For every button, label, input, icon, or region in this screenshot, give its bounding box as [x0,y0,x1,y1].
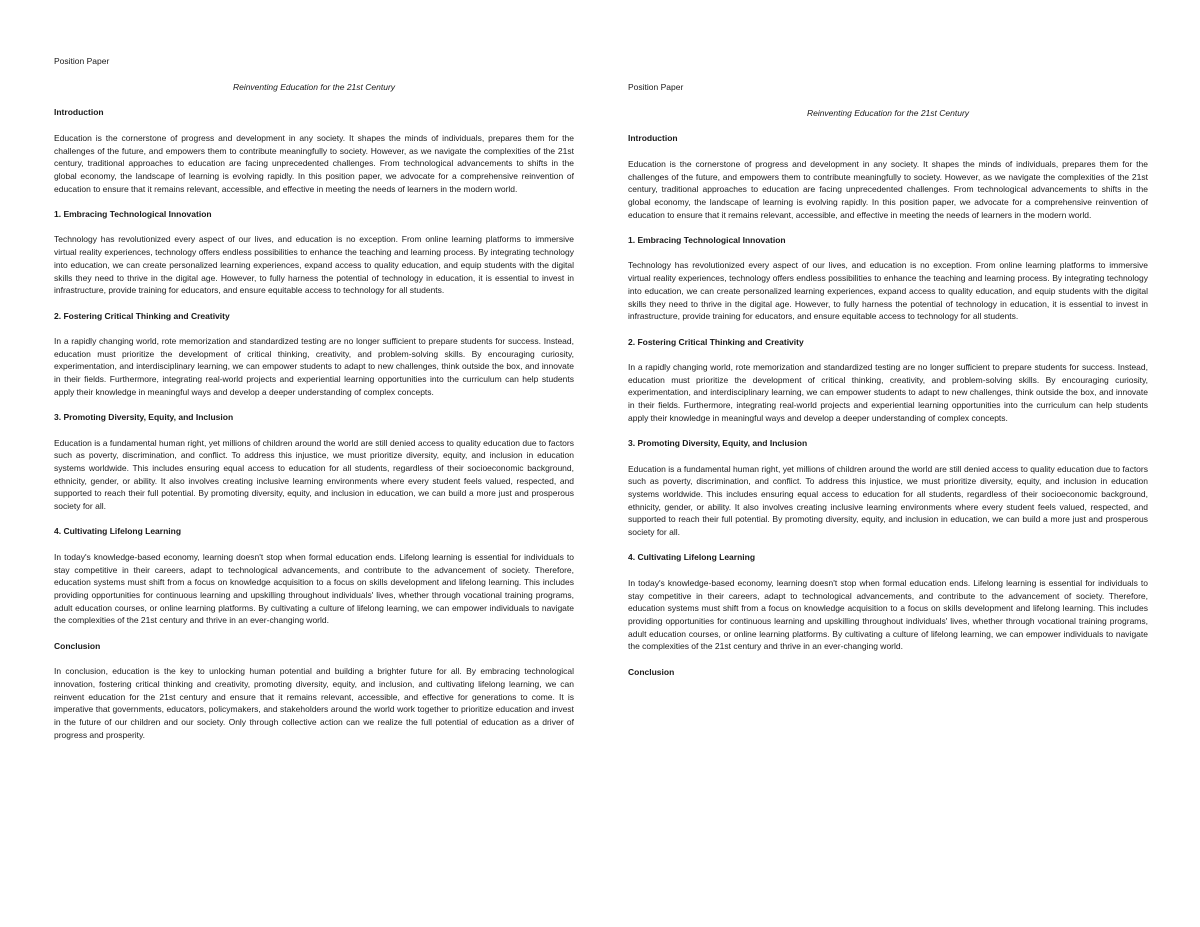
document-label: Position Paper [54,56,110,66]
section-body-technology: Technology has revolutionized every aspect of our lives, and education is no exception. From online learning platforms to immersive virtual reality experiences, technology offers endless possibilities to enhance the teaching and learning process. By integrating technology into education, we can create personalized learning experiences, expand access to quality education, and equip students with the digital skills they need to thrive in the digital age. However, to fully harness the potential of technology in education, it is essential to invest in infrastructure, provide training for educators, and ensure equitable access to technology for all students. [628,260,1148,322]
section-heading-lifelong-learning: 4. Cultivating Lifelong Learning [54,526,182,537]
section-heading-technology: 1. Embracing Technological Innovation [628,235,786,245]
section-body-technology: Technology has revolutionized every aspect of our lives, and education is no exception. From online learning platforms to immersive virtual reality experiences, technology offers endless possibilities to enhance the teaching and learning process. By integrating technology into education, we can create personalized learning experiences, expand access to quality education, and equip students with the digital skills they need to thrive in the digital age. However, to fully harness the potential of technology in education, it is essential to invest in infrastructure, provide training for educators, and ensure equitable access to technology for all students. [54,234,574,296]
section-body-conclusion: In conclusion, education is the key to unlocking human potential and building a brighter future for all. By embracing technological innovation, fostering critical thinking and creativity, promoting diversity, equity, and inclusion, and cultivating lifelong learning, we can reinvent education for the 21st century and ensure that it remains relevant, accessible, and effective for generations to come. It is imperative that governments, educators, policymakers, and stakeholders around the world work together to prioritize education and invest in the future of our children and our society. Only through collective action can we realize the full potential of education as a driver of progress and prosperity. [54,666,574,740]
document-title: Reinventing Education for the 21st Century [232,81,396,92]
section-heading-introduction: Introduction [628,133,678,144]
section-heading-critical-thinking: 2. Fostering Critical Thinking and Creativity [54,310,230,321]
document-title: Reinventing Education for the 21st Century [806,107,970,118]
section-heading-technology: 1. Embracing Technological Innovation [54,209,212,219]
section-heading-critical-thinking: 2. Fostering Critical Thinking and Creativity [628,336,804,347]
section-body-introduction: Education is the cornerstone of progress and development in any society. It shapes the minds of individuals, prepares them for the challenges of the future, and empowers them to contribute meaningfully to society. However, as we navigate the complexities of the 21st century, traditional approaches to education are facing unprecedented challenges. From technological advancements to shifts in the global economy, the landscape of learning is evolving rapidly. In this position paper, we advocate for a comprehensive reinvention of education to ensure that it remains relevant, accessible, and effective in meeting the needs of learners in the modern world. [54,132,574,194]
section-body-diversity: Education is a fundamental human right, yet millions of children around the world are still denied access to quality education due to factors such as poverty, discrimination, and conflict. To address this injustice, we must prioritize diversity, equity, and inclusion in education systems worldwide. This includes ensuring equal access to education for all students, regardless of their socioeconomic background, ethnicity, gender, or ability. It also involves creating inclusive learning environments where every student feels valued, respected, and supported to reach their full potential. By promoting diversity, equity, and inclusion in education, we can build a more just and prosperous society for all. [628,463,1148,538]
section-body-lifelong-learning: In today's knowledge-based economy, learning doesn't stop when formal education ends. Lifelong learning is essential for individuals to stay competitive in their careers, adapt to technological advancements, and contribute to the advancement of society. Therefore, education systems must shift from a focus on knowledge acquisition to a focus on skills development and lifelong learning. This includes providing opportunities for continuous learning and upskilling throughout individuals' lives, whether through vocational training programs, adult education courses, or online learning platforms. By cultivating a culture of lifelong learning, we can empower individuals to navigate the complexities of the 21st century and thrive in an ever-changing world. [628,577,1148,652]
section-body-lifelong-learning: In today's knowledge-based economy, learning doesn't stop when formal education ends. Lifelong learning is essential for individuals to stay competitive in their careers, adapt to technological advancements, and contribute to the advancement of society. Therefore, education systems must shift from a focus on knowledge acquisition to a focus on skills development and lifelong learning. This includes providing opportunities for continuous learning and upskilling throughout individuals' lives, whether through vocational training programs, adult education courses, or online learning platforms. By cultivating a culture of lifelong learning, we can empower individuals to navigate the complexities of the 21st century and thrive in an ever-changing world. [54,551,574,626]
section-body-diversity: Education is a fundamental human right, yet millions of children around the world are still denied access to quality education due to factors such as poverty, discrimination, and conflict. To address this injustice, we must prioritize diversity, equity, and inclusion in education systems worldwide. This includes ensuring equal access to education for all students, regardless of their socioeconomic background, ethnicity, gender, or ability. It also involves creating inclusive learning environments where every student feels valued, respected, and supported to reach their full potential. By promoting diversity, equity, and inclusion in education, we can build a more just and prosperous society for all. [54,437,574,512]
section-heading-diversity: 3. Promoting Diversity, Equity, and Inclusion [54,412,234,423]
document-label: Position Paper [628,82,684,92]
section-heading-conclusion: Conclusion [628,666,675,677]
page-right [628,81,1148,691]
section-heading-diversity: 3. Promoting Diversity, Equity, and Inclusion [628,438,808,449]
section-heading-lifelong-learning: 4. Cultivating Lifelong Learning [628,552,756,563]
section-body-introduction: Education is the cornerstone of progress and development in any society. It shapes the minds of individuals, prepares them for the challenges of the future, and empowers them to contribute meaningfully to society. However, as we navigate the complexities of the 21st century, traditional approaches to education are facing unprecedented challenges. From technological advancements to shifts in the global economy, the landscape of learning is evolving rapidly. In this position paper, we advocate for a comprehensive reinvention of education to ensure that it remains relevant, accessible, and effective in meeting the needs of learners in the modern world. [628,158,1148,220]
section-body-critical-thinking: In a rapidly changing world, rote memorization and standardized testing are no longer sufficient to prepare students for success. Instead, education must prioritize the development of critical thinking, creativity, and problem-solving skills. By encouraging curiosity, experimentation, and interdisciplinary learning, we can empower students to adapt to new challenges, think outside the box, and innovate in their fields. Furthermore, integrating real-world projects and experiential learning opportunities into the curriculum can help students apply their knowledge in meaningful ways and develop a deeper understanding of complex concepts. [54,335,574,397]
section-heading-conclusion: Conclusion [54,640,101,651]
section-heading-introduction: Introduction [54,107,104,118]
section-body-critical-thinking: In a rapidly changing world, rote memorization and standardized testing are no longer sufficient to prepare students for success. Instead, education must prioritize the development of critical thinking, creativity, and problem-solving skills. By encouraging curiosity, experimentation, and interdisciplinary learning, we can empower students to adapt to new challenges, think outside the box, and innovate in their fields. Furthermore, integrating real-world projects and experiential learning opportunities into the curriculum can help students apply their knowledge in meaningful ways and develop a deeper understanding of complex concepts. [628,361,1148,423]
page-left [54,55,574,754]
